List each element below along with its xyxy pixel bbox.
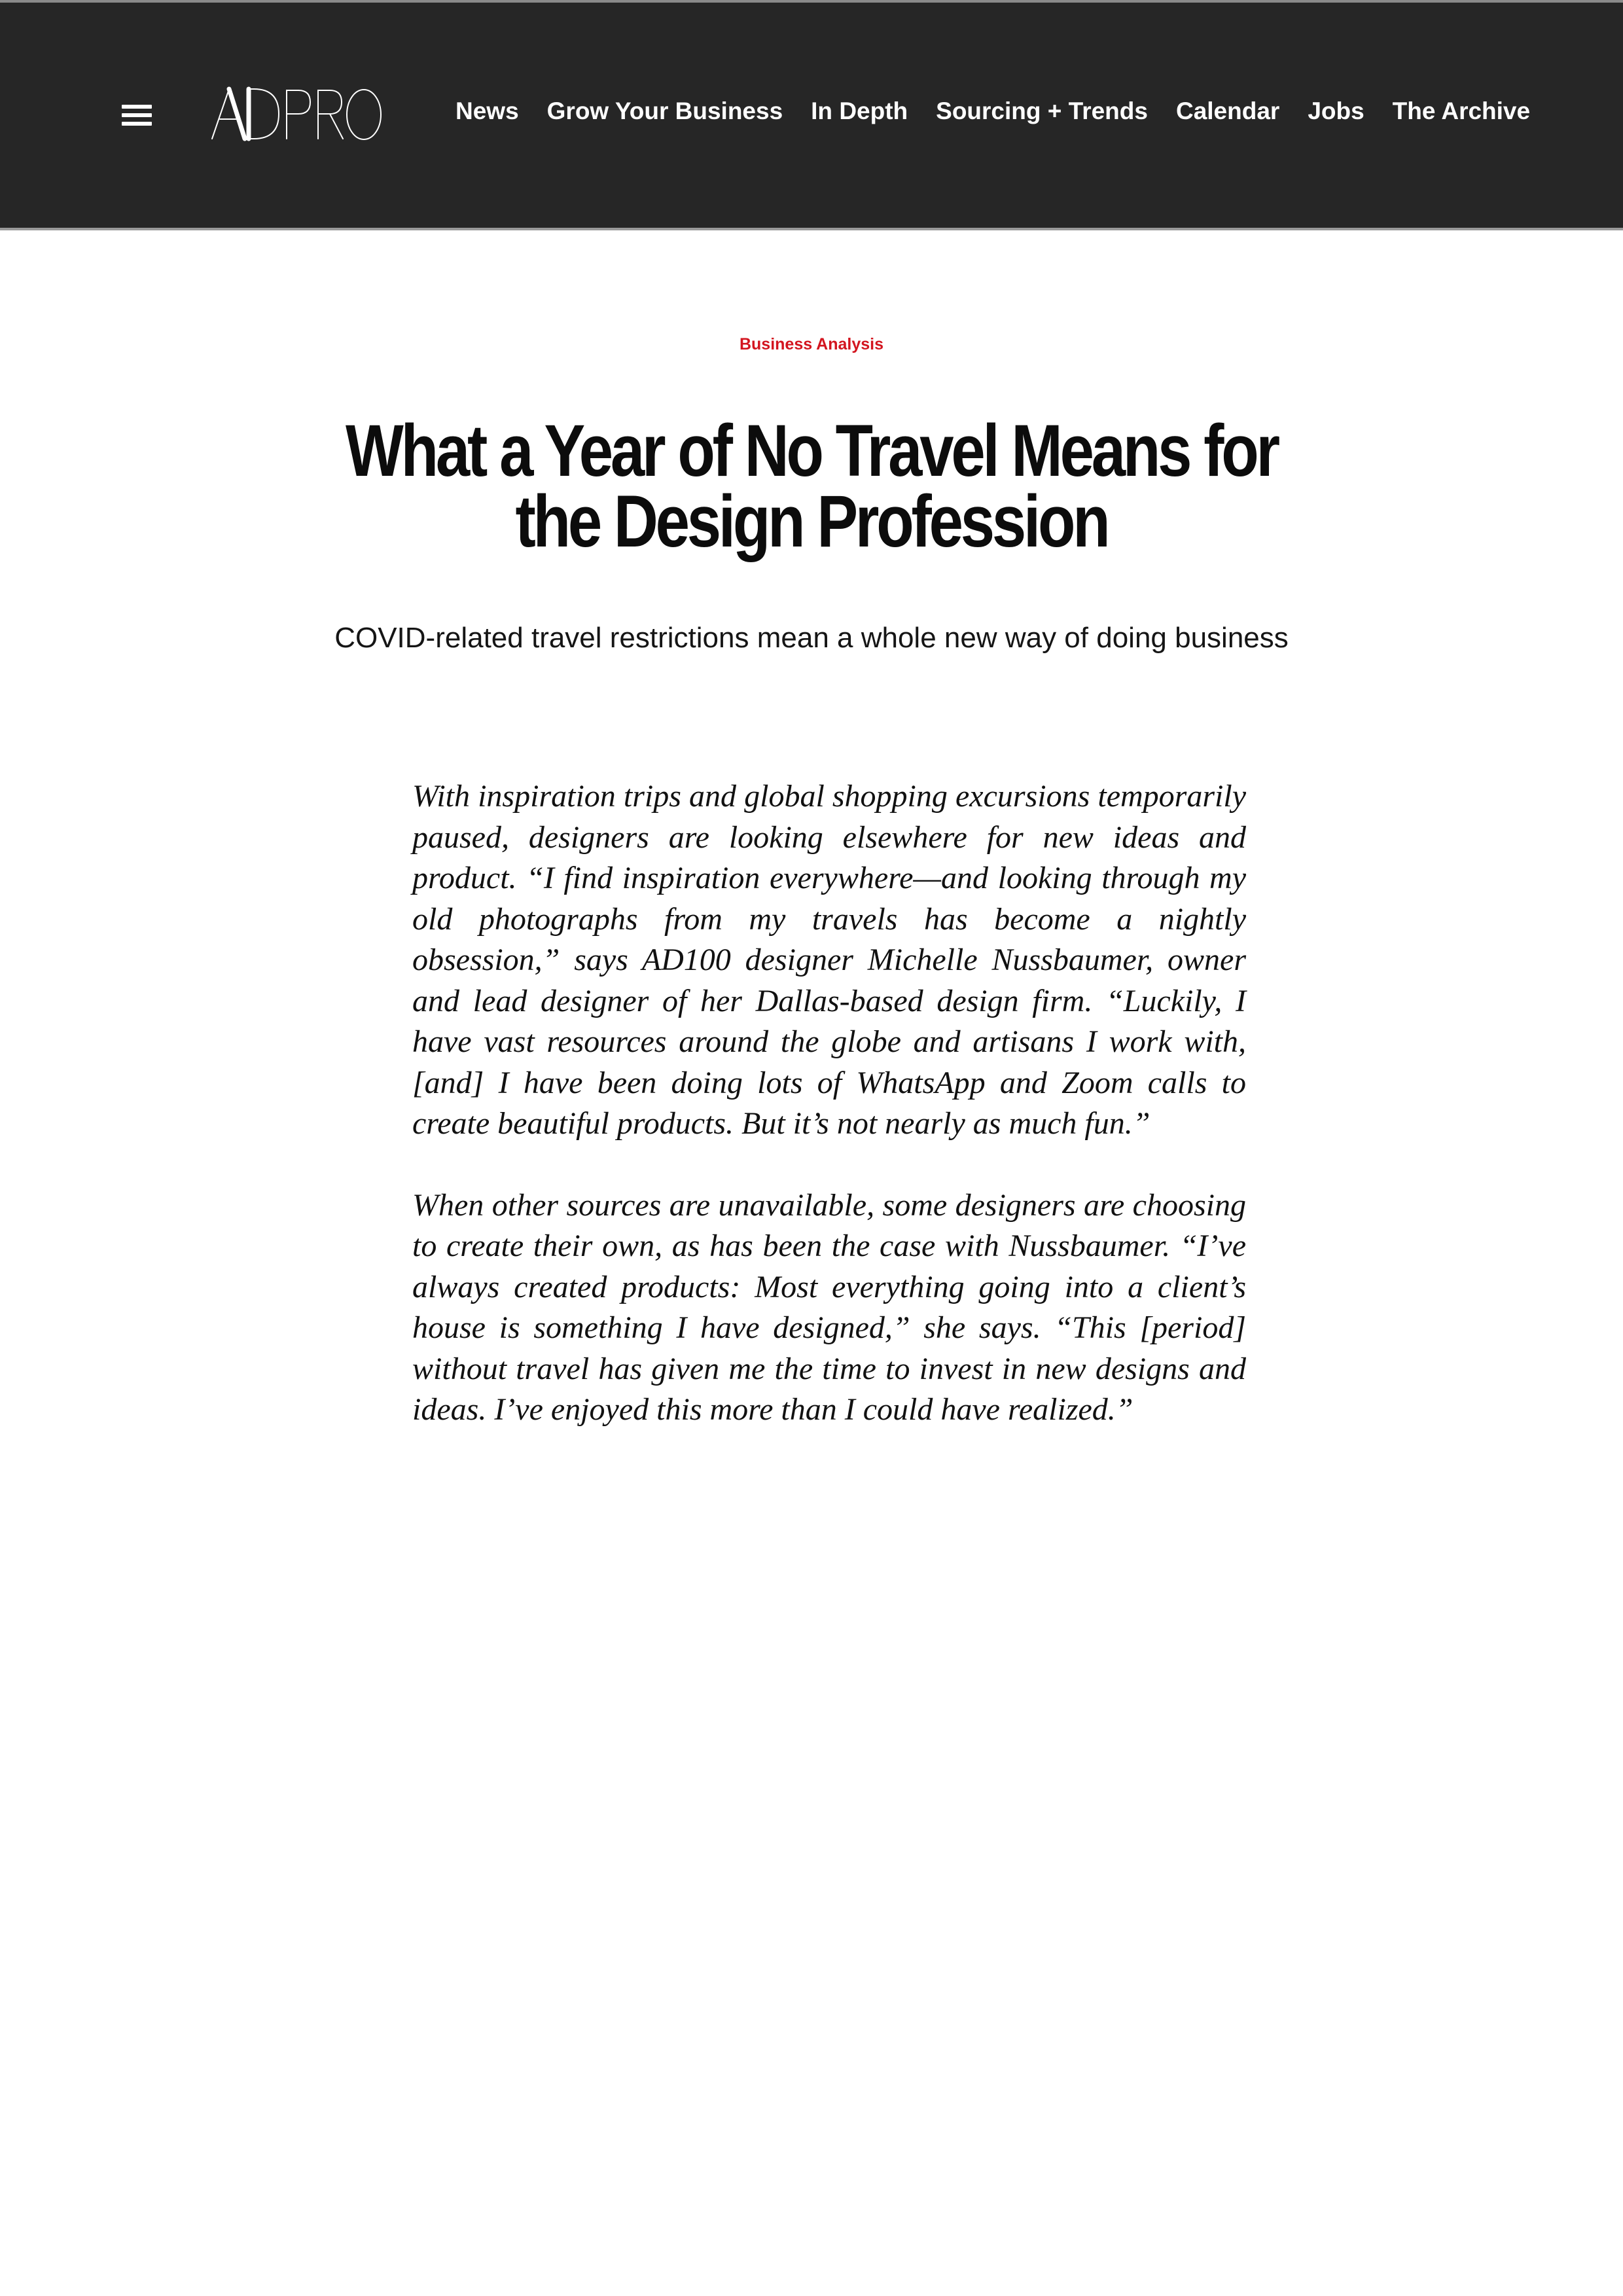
nav-item-news[interactable]: News xyxy=(455,98,519,124)
nav-item-calendar[interactable]: Calendar xyxy=(1175,98,1280,124)
nav-item-in-depth[interactable]: In Depth xyxy=(811,98,908,124)
top-navigation-bar xyxy=(0,0,1623,230)
main-nav xyxy=(455,96,1530,127)
article-category-link[interactable]: Business Analysis xyxy=(739,335,883,353)
article-body xyxy=(412,776,1246,1471)
nav-item-sourcing-trends[interactable]: Sourcing + Trends xyxy=(936,98,1148,124)
article-headline: What a Year of No Travel Means for the Design Profession xyxy=(346,410,1277,563)
nav-item-jobs[interactable]: Jobs xyxy=(1308,98,1364,124)
adpro-logo[interactable] xyxy=(211,85,382,141)
nav-item-the-archive[interactable]: The Archive xyxy=(1392,98,1531,124)
article-paragraph: With inspiration trips and global shopping excursions temporarily paused, designers are looking elsewhere for new ideas and product. “I find inspiration everywhere—and looking through my old photographs from my travels has become a nightly obsession,” says AD100 designer Michelle Nussbaumer, owner and lead designer of her Dallas-based design firm. “Luckily, I have vast resources around the globe and artisans I work with, [and] I have been doing lots of WhatsApp and Zoom calls to create beautiful products. But it’s not nearly as much fun.” xyxy=(412,779,1246,1141)
article-dek: COVID-related travel restrictions mean a whole new way of doing business xyxy=(334,622,1289,654)
nav-item-grow-your-business[interactable]: Grow Your Business xyxy=(546,98,783,124)
hamburger-menu-icon[interactable] xyxy=(122,102,152,128)
article-paragraph: When other sources are unavailable, some designers are choosing to create their own, as has been the case with Nussbaumer. “I’ve always created products: Most everything going into a client’s house is something I have designed,” she says. “This [period] without travel has given me the time to invest in new designs and ideas. I’ve enjoyed this more than I could have realized.” xyxy=(412,1187,1246,1427)
